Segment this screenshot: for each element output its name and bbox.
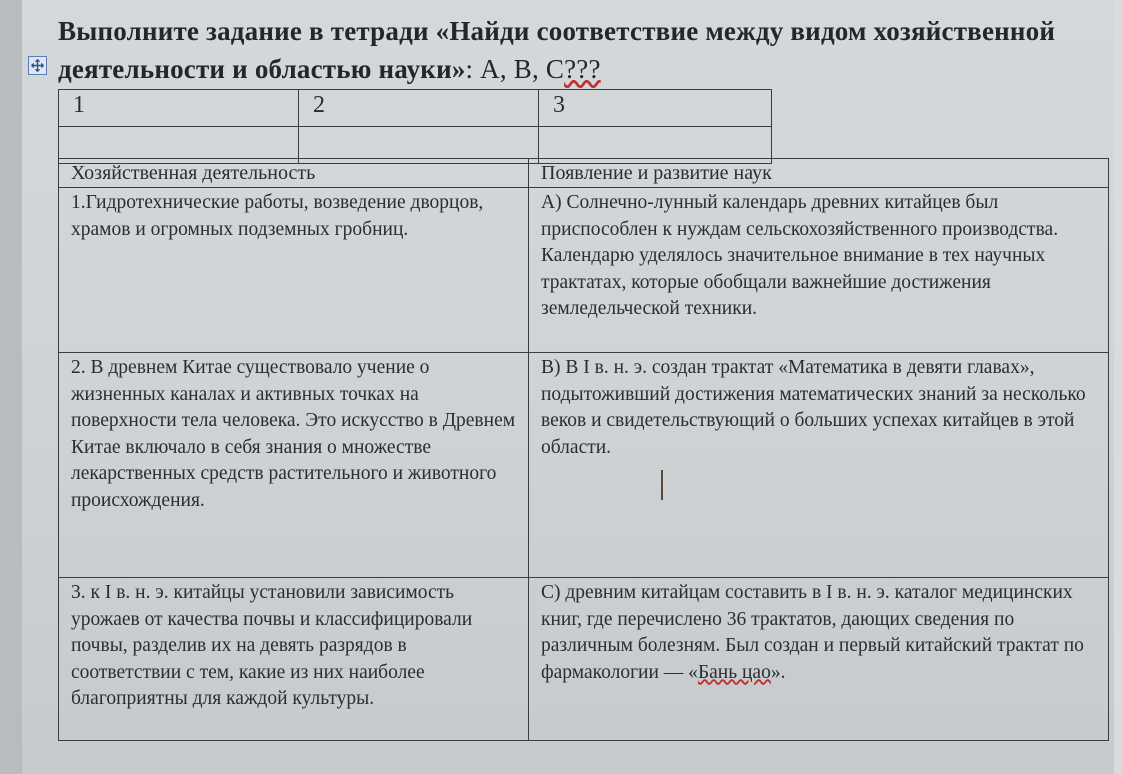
activity-cell-2[interactable]: 2. В древнем Китае существовало учение о жизненных каналах и активных точках на поверхности тела человека. Это искусство в Древнем Китае включало в себя знания о множестве лекарственных средств растительного и животного происхождения. <box>59 353 529 578</box>
answer-grid <box>58 89 772 164</box>
science-cell-c[interactable] <box>529 578 1109 741</box>
table-row <box>59 578 1109 741</box>
matching-table <box>58 158 1109 741</box>
science-cell-a[interactable]: А) Солнечно-лунный календарь древних китайцев был приспособлен к нуждам сельскохозяйственного производства. Календарю уделялось значительное внимание в тех научных трактатах, которые обобщали важнейшие достижения земледельческой техники. <box>529 188 1109 353</box>
move-arrows-icon <box>31 59 44 72</box>
answer-grid-header-1: 1 <box>59 90 299 127</box>
title-question-marks: ??? <box>564 54 601 84</box>
science-cell-c-text: С) древним китайцам составить в I в. н. э. каталог медицинских книг, где перечислено 36 трактатов, дающих сведения по различным болезням. Был создан и первый китайский трактат по фармакологии — « <box>541 582 1084 683</box>
answer-grid-header-3: 3 <box>539 90 772 127</box>
header-economic-activity: Хозяйственная деятельность <box>59 159 529 188</box>
table-move-handle-icon[interactable] <box>28 56 47 75</box>
matching-table-header-row <box>59 159 1109 188</box>
header-science-development: Появление и развитие наук <box>529 159 1109 188</box>
table-row <box>59 353 1109 578</box>
title-bold: Выполните задание в тетради «Найди соответствие между видом хозяйственной деятельности и областью науки» <box>58 16 1056 84</box>
window-left-edge <box>0 0 22 774</box>
activity-cell-3[interactable]: 3. к I в. н. э. китайцы установили зависимость урожаев от качества почвы и классифицировали почвы, разделив их на девять разрядов в соответствии с тем, какие из них наиболее благоприятны для каждой культуры. <box>59 578 529 741</box>
bancao-word: Бань цао <box>697 661 771 683</box>
table-row <box>59 188 1109 353</box>
answer-grid-header-row <box>59 90 772 127</box>
title-options: : А, В, С <box>465 54 565 84</box>
answer-grid-header-2: 2 <box>299 90 539 127</box>
science-cell-c-end: ». <box>770 661 786 683</box>
text-cursor <box>661 470 663 500</box>
vertical-scrollbar[interactable] <box>1114 0 1122 774</box>
science-cell-b[interactable]: В) В I в. н. э. создан трактат «Математика в девяти главах», подытоживший достижения математических знаний за несколько веков и свидетельствующий о больших успехах китайцев в этой области. <box>529 353 1109 578</box>
activity-cell-1[interactable]: 1.Гидротехнические работы, возведение дворцов, храмов и огромных подземных гробниц. <box>59 188 529 353</box>
task-title <box>58 12 1108 88</box>
